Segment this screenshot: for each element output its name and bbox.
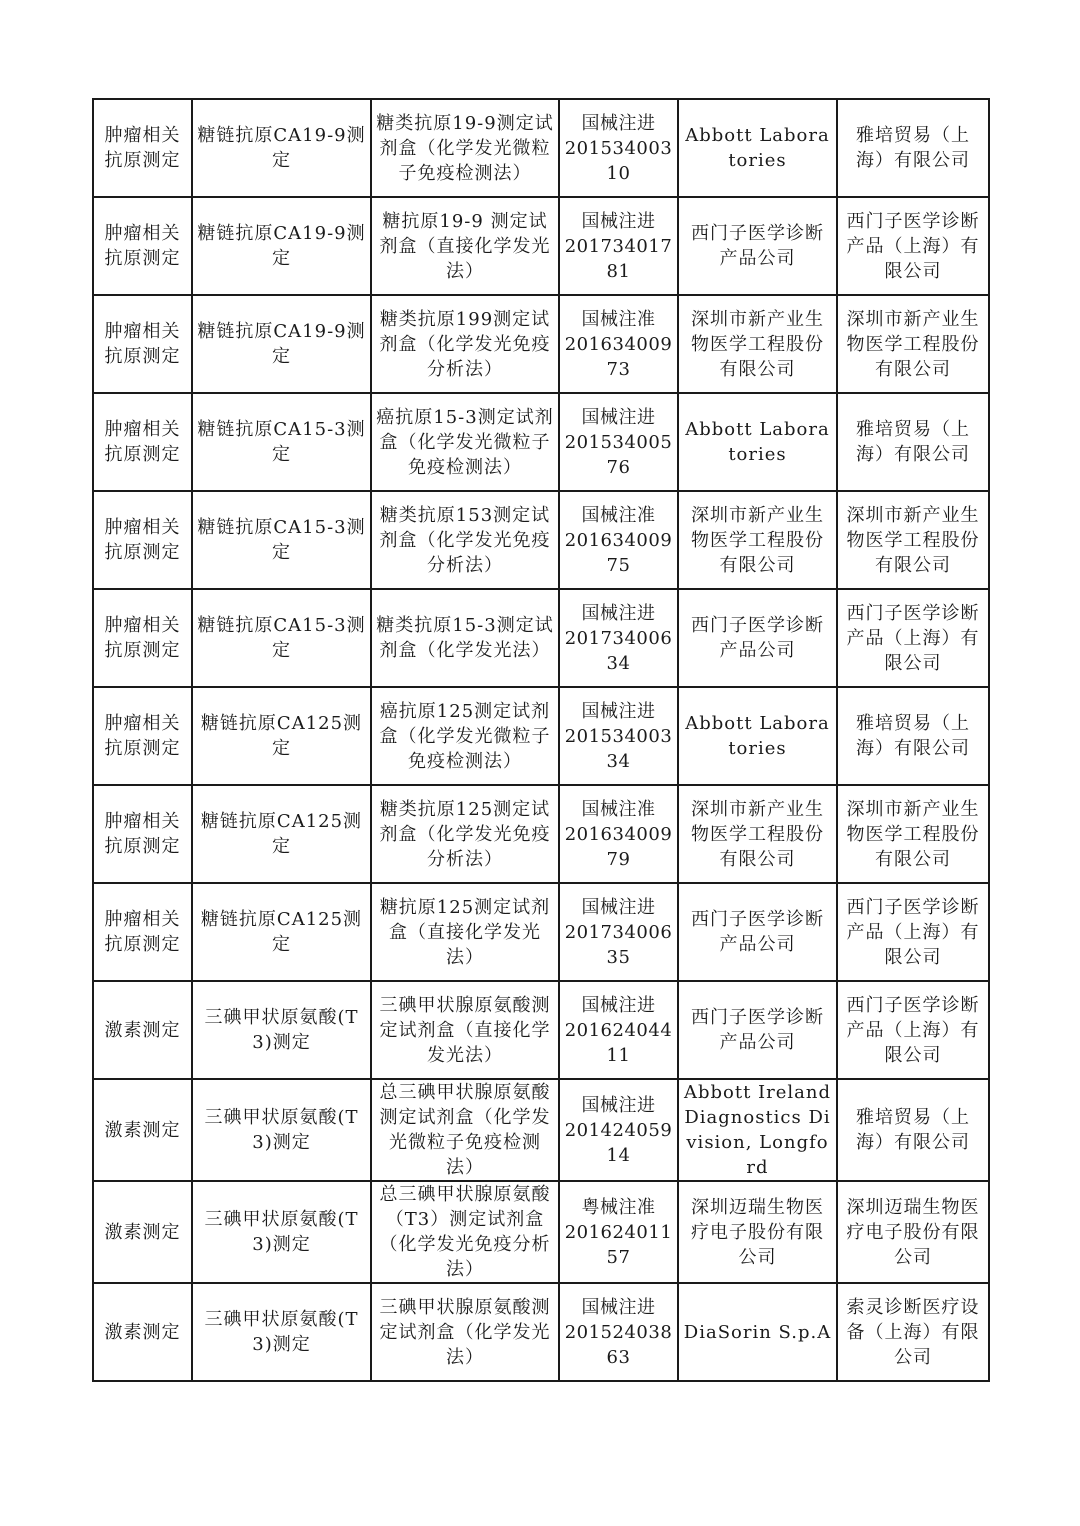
- reagent-name-cell: 糖类抗原199测定试剂盒（化学发光免疫分析法）: [371, 295, 559, 393]
- registration-cell: [559, 589, 678, 687]
- category-cell: 激素测定: [93, 981, 192, 1079]
- test-item-cell: 三碘甲状原氨酸(T3)测定: [192, 1181, 371, 1283]
- registration-cell: [559, 1283, 678, 1381]
- category-cell: 肿瘤相关抗原测定: [93, 99, 192, 197]
- category-cell: 激素测定: [93, 1079, 192, 1181]
- registration-cell: [559, 1181, 678, 1283]
- registration-number: 20173400634: [564, 627, 673, 674]
- registration-prefix: 国械注进: [581, 994, 656, 1016]
- table-row: [93, 491, 989, 589]
- registration-prefix: 国械注进: [581, 896, 656, 918]
- reagent-name-cell: 糖抗原19-9 测定试剂盒（直接化学发光法）: [371, 197, 559, 295]
- table-row: [93, 1181, 989, 1283]
- table-body: [93, 99, 989, 1381]
- registration-number: 20173400635: [564, 921, 673, 968]
- agent-cell: 雅培贸易（上海）有限公司: [837, 1079, 989, 1181]
- test-item-cell: 糖链抗原CA125测定: [192, 785, 371, 883]
- manufacturer-cell: Abbott Ireland Diagnostics Division, Longford: [678, 1079, 837, 1181]
- agent-cell: 深圳市新产业生物医学工程股份有限公司: [837, 491, 989, 589]
- registration-number: 20163400973: [564, 333, 673, 380]
- manufacturer-cell: 深圳市新产业生物医学工程股份有限公司: [678, 295, 837, 393]
- agent-cell: 索灵诊断医疗设备（上海）有限公司: [837, 1283, 989, 1381]
- reagent-name-cell: 三碘甲状腺原氨酸测定试剂盒（化学发光法）: [371, 1283, 559, 1381]
- manufacturer-cell: 西门子医学诊断产品公司: [678, 981, 837, 1079]
- registration-cell: [559, 491, 678, 589]
- registration-number: 20162401157: [564, 1221, 673, 1268]
- category-cell: 肿瘤相关抗原测定: [93, 589, 192, 687]
- reagent-name-cell: 糖类抗原125测定试剂盒（化学发光免疫分析法）: [371, 785, 559, 883]
- table-row: [93, 1283, 989, 1381]
- test-item-cell: 三碘甲状原氨酸(T3)测定: [192, 1079, 371, 1181]
- manufacturer-cell: 深圳市新产业生物医学工程股份有限公司: [678, 491, 837, 589]
- registration-cell: [559, 393, 678, 491]
- agent-cell: 西门子医学诊断产品（上海）有限公司: [837, 981, 989, 1079]
- registration-table: [92, 98, 990, 1382]
- registration-prefix: 国械注进: [581, 1296, 656, 1318]
- reagent-name-cell: 三碘甲状腺原氨酸测定试剂盒（直接化学发光法）: [371, 981, 559, 1079]
- reagent-name-cell: 癌抗原125测定试剂盒（化学发光微粒子免疫检测法）: [371, 687, 559, 785]
- manufacturer-cell: Abbott Laboratories: [678, 687, 837, 785]
- registration-cell: [559, 981, 678, 1079]
- category-cell: 肿瘤相关抗原测定: [93, 687, 192, 785]
- registration-prefix: 国械注准: [581, 798, 656, 820]
- test-item-cell: 糖链抗原CA125测定: [192, 883, 371, 981]
- table-row: [93, 981, 989, 1079]
- category-cell: 激素测定: [93, 1283, 192, 1381]
- test-item-cell: 糖链抗原CA19-9测定: [192, 295, 371, 393]
- test-item-cell: 三碘甲状原氨酸(T3)测定: [192, 981, 371, 1079]
- test-item-cell: 糖链抗原CA15-3测定: [192, 491, 371, 589]
- reagent-name-cell: 总三碘甲状腺原氨酸测定试剂盒（化学发光微粒子免疫检测法）: [371, 1079, 559, 1181]
- manufacturer-cell: DiaSorin S.p.A: [678, 1283, 837, 1381]
- test-item-cell: 糖链抗原CA15-3测定: [192, 393, 371, 491]
- agent-cell: 雅培贸易（上海）有限公司: [837, 687, 989, 785]
- registration-prefix: 国械注进: [581, 112, 656, 134]
- agent-cell: 深圳市新产业生物医学工程股份有限公司: [837, 785, 989, 883]
- registration-cell: [559, 295, 678, 393]
- table-row: [93, 785, 989, 883]
- table-row: [93, 393, 989, 491]
- reagent-name-cell: 癌抗原15-3测定试剂盒（化学发光微粒子免疫检测法）: [371, 393, 559, 491]
- registration-number: 20163400975: [564, 529, 673, 576]
- registration-cell: [559, 1079, 678, 1181]
- table-row: [93, 883, 989, 981]
- agent-cell: 雅培贸易（上海）有限公司: [837, 393, 989, 491]
- registration-prefix: 粤械注准: [581, 1196, 656, 1218]
- table-row: [93, 1079, 989, 1181]
- reagent-name-cell: 总三碘甲状腺原氨酸（T3）测定试剂盒（化学发光免疫分析法）: [371, 1181, 559, 1283]
- registration-prefix: 国械注进: [581, 1094, 656, 1116]
- test-item-cell: 三碘甲状原氨酸(T3)测定: [192, 1283, 371, 1381]
- manufacturer-cell: 西门子医学诊断产品公司: [678, 883, 837, 981]
- table-row: [93, 197, 989, 295]
- table-row: [93, 589, 989, 687]
- category-cell: 肿瘤相关抗原测定: [93, 393, 192, 491]
- registration-cell: [559, 99, 678, 197]
- registration-prefix: 国械注进: [581, 210, 656, 232]
- reagent-name-cell: 糖类抗原153测定试剂盒（化学发光免疫分析法）: [371, 491, 559, 589]
- registration-prefix: 国械注准: [581, 504, 656, 526]
- registration-cell: [559, 687, 678, 785]
- registration-cell: [559, 883, 678, 981]
- reagent-name-cell: 糖抗原125测定试剂盒（直接化学发光法）: [371, 883, 559, 981]
- manufacturer-cell: 西门子医学诊断产品公司: [678, 197, 837, 295]
- reagent-name-cell: 糖类抗原15-3测定试剂盒（化学发光法）: [371, 589, 559, 687]
- manufacturer-cell: 深圳市新产业生物医学工程股份有限公司: [678, 785, 837, 883]
- category-cell: 肿瘤相关抗原测定: [93, 197, 192, 295]
- registration-cell: [559, 785, 678, 883]
- manufacturer-cell: 深圳迈瑞生物医疗电子股份有限公司: [678, 1181, 837, 1283]
- registration-number: 20142405914: [564, 1119, 673, 1166]
- category-cell: 肿瘤相关抗原测定: [93, 491, 192, 589]
- agent-cell: 西门子医学诊断产品（上海）有限公司: [837, 883, 989, 981]
- registration-prefix: 国械注进: [581, 700, 656, 722]
- agent-cell: 深圳迈瑞生物医疗电子股份有限公司: [837, 1181, 989, 1283]
- agent-cell: 西门子医学诊断产品（上海）有限公司: [837, 197, 989, 295]
- agent-cell: 雅培贸易（上海）有限公司: [837, 99, 989, 197]
- reagent-name-cell: 糖类抗原19-9测定试剂盒（化学发光微粒子免疫检测法）: [371, 99, 559, 197]
- test-item-cell: 糖链抗原CA19-9测定: [192, 197, 371, 295]
- registration-cell: [559, 197, 678, 295]
- manufacturer-cell: 西门子医学诊断产品公司: [678, 589, 837, 687]
- category-cell: 激素测定: [93, 1181, 192, 1283]
- category-cell: 肿瘤相关抗原测定: [93, 785, 192, 883]
- test-item-cell: 糖链抗原CA19-9测定: [192, 99, 371, 197]
- table-row: [93, 687, 989, 785]
- table-row: [93, 295, 989, 393]
- registration-number: 20153400576: [564, 431, 673, 478]
- registration-number: 20162404411: [564, 1019, 673, 1066]
- table-row: [93, 99, 989, 197]
- registration-prefix: 国械注进: [581, 602, 656, 624]
- registration-number: 20152403863: [564, 1321, 673, 1368]
- registration-number: 20153400334: [564, 725, 673, 772]
- test-item-cell: 糖链抗原CA15-3测定: [192, 589, 371, 687]
- category-cell: 肿瘤相关抗原测定: [93, 295, 192, 393]
- registration-number: 20153400310: [564, 137, 673, 184]
- registration-prefix: 国械注进: [581, 406, 656, 428]
- registration-prefix: 国械注准: [581, 308, 656, 330]
- test-item-cell: 糖链抗原CA125测定: [192, 687, 371, 785]
- agent-cell: 西门子医学诊断产品（上海）有限公司: [837, 589, 989, 687]
- registration-number: 20173401781: [564, 235, 673, 282]
- registration-number: 20163400979: [564, 823, 673, 870]
- category-cell: 肿瘤相关抗原测定: [93, 883, 192, 981]
- manufacturer-cell: Abbott Laboratories: [678, 393, 837, 491]
- agent-cell: 深圳市新产业生物医学工程股份有限公司: [837, 295, 989, 393]
- manufacturer-cell: Abbott Laboratories: [678, 99, 837, 197]
